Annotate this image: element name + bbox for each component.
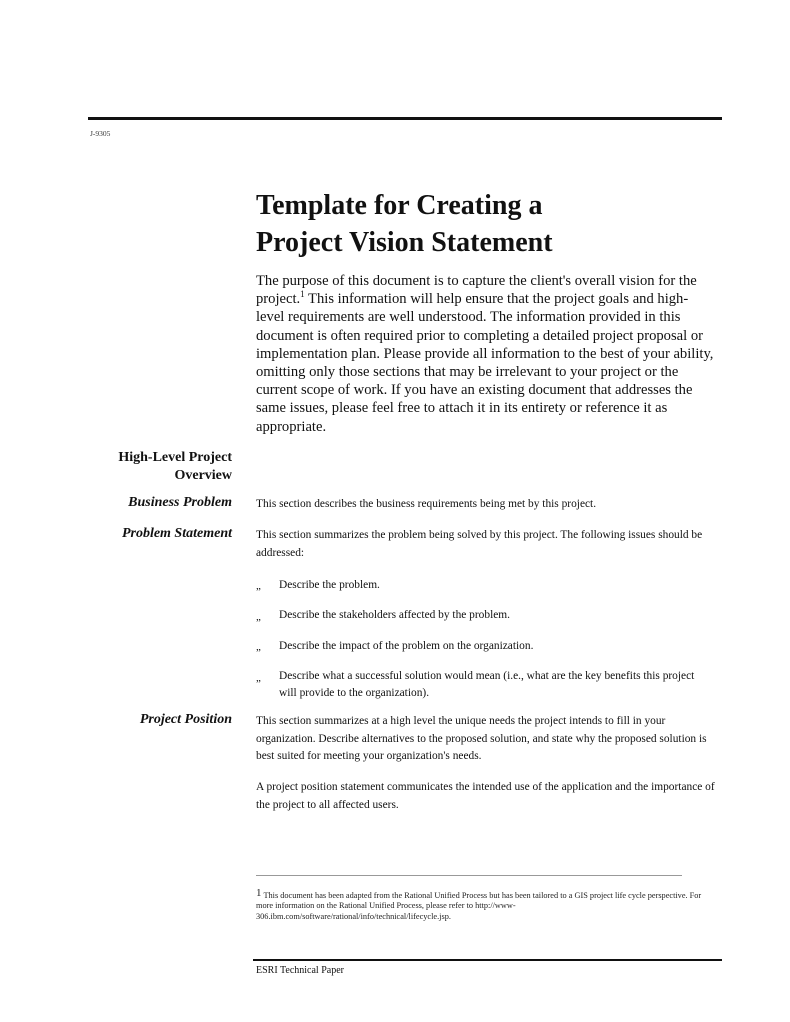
header-rule [88,117,722,120]
section-heading-line-2: Overview [174,468,232,483]
bullet-item: Describe the problem. [279,579,380,591]
title-line-1: Template for Creating a [256,190,543,221]
footnote-text: This document has been adapted from the Rational Unified Process but has been tailored to a GIS project life cycle perspective. For more information on the Rational Unified Process, please refer to http://www-306.ibm.com/software/rational/info/technical/lifecycle.jsp. [256,891,702,921]
problem-statement-label: Problem Statement [121,526,232,541]
project-position-text-2: A project position statement communicates the intended use of the application and the importance of the project to all affected users. [256,781,715,811]
business-problem-text: This section describes the business requirements being met by this project. [256,498,597,510]
footer-rule [253,959,722,961]
bullet-icon: „ [256,611,261,623]
section-heading [90,449,232,485]
bullet-icon: „ [256,641,261,653]
business-problem-label: Business Problem [128,495,232,510]
problem-statement-text: This section summarizes the problem being solved by this project. The following issues should be addressed: [256,529,703,559]
footnote [256,888,706,922]
intro-text-start: The purpose of this document is to capture the client's overall vision for the project. [256,273,697,308]
footnote-ref[interactable]: 1 [300,289,305,300]
document-id: J-9305 [90,129,111,138]
bullet-item: Describe what a successful solution would mean (i.e., what are the key benefits this project will provide to the organization). [279,670,695,699]
footnote-number: 1 [256,887,262,899]
bullet-icon: „ [256,580,261,592]
project-position-text: This section summarizes at a high level the unique needs the project intends to fill in your organization. Describe alternatives to the proposed solution, and state why the proposed solution is best suited for meeting your organization's needs. [256,715,707,762]
bullet-icon: „ [256,672,261,684]
intro-paragraph [256,272,716,436]
title-line-2: Project Vision Statement [256,227,553,258]
page-title [256,187,716,261]
section-heading-line-1: High-Level Project [118,450,232,465]
bullet-item: Describe the impact of the problem on the organization. [279,640,534,652]
footer-text: ESRI Technical Paper [256,965,344,976]
project-position-label: Project Position [139,712,232,727]
intro-text-rest: This information will help ensure that the project goals and high-level requirements are well understood. The information provided in this document is often required prior to completing a detailed project proposal or implementation plan. Please provide all information to the best of your ability, omitting only those sections that may be irrelevant to your project or the current scope of work. If you have an existing document that addresses the same issues, please feel free to attach it in its entirety or reference it as appropriate. [256,291,714,435]
bullet-item: Describe the stakeholders affected by the problem. [279,609,510,621]
footnote-separator [256,875,682,876]
